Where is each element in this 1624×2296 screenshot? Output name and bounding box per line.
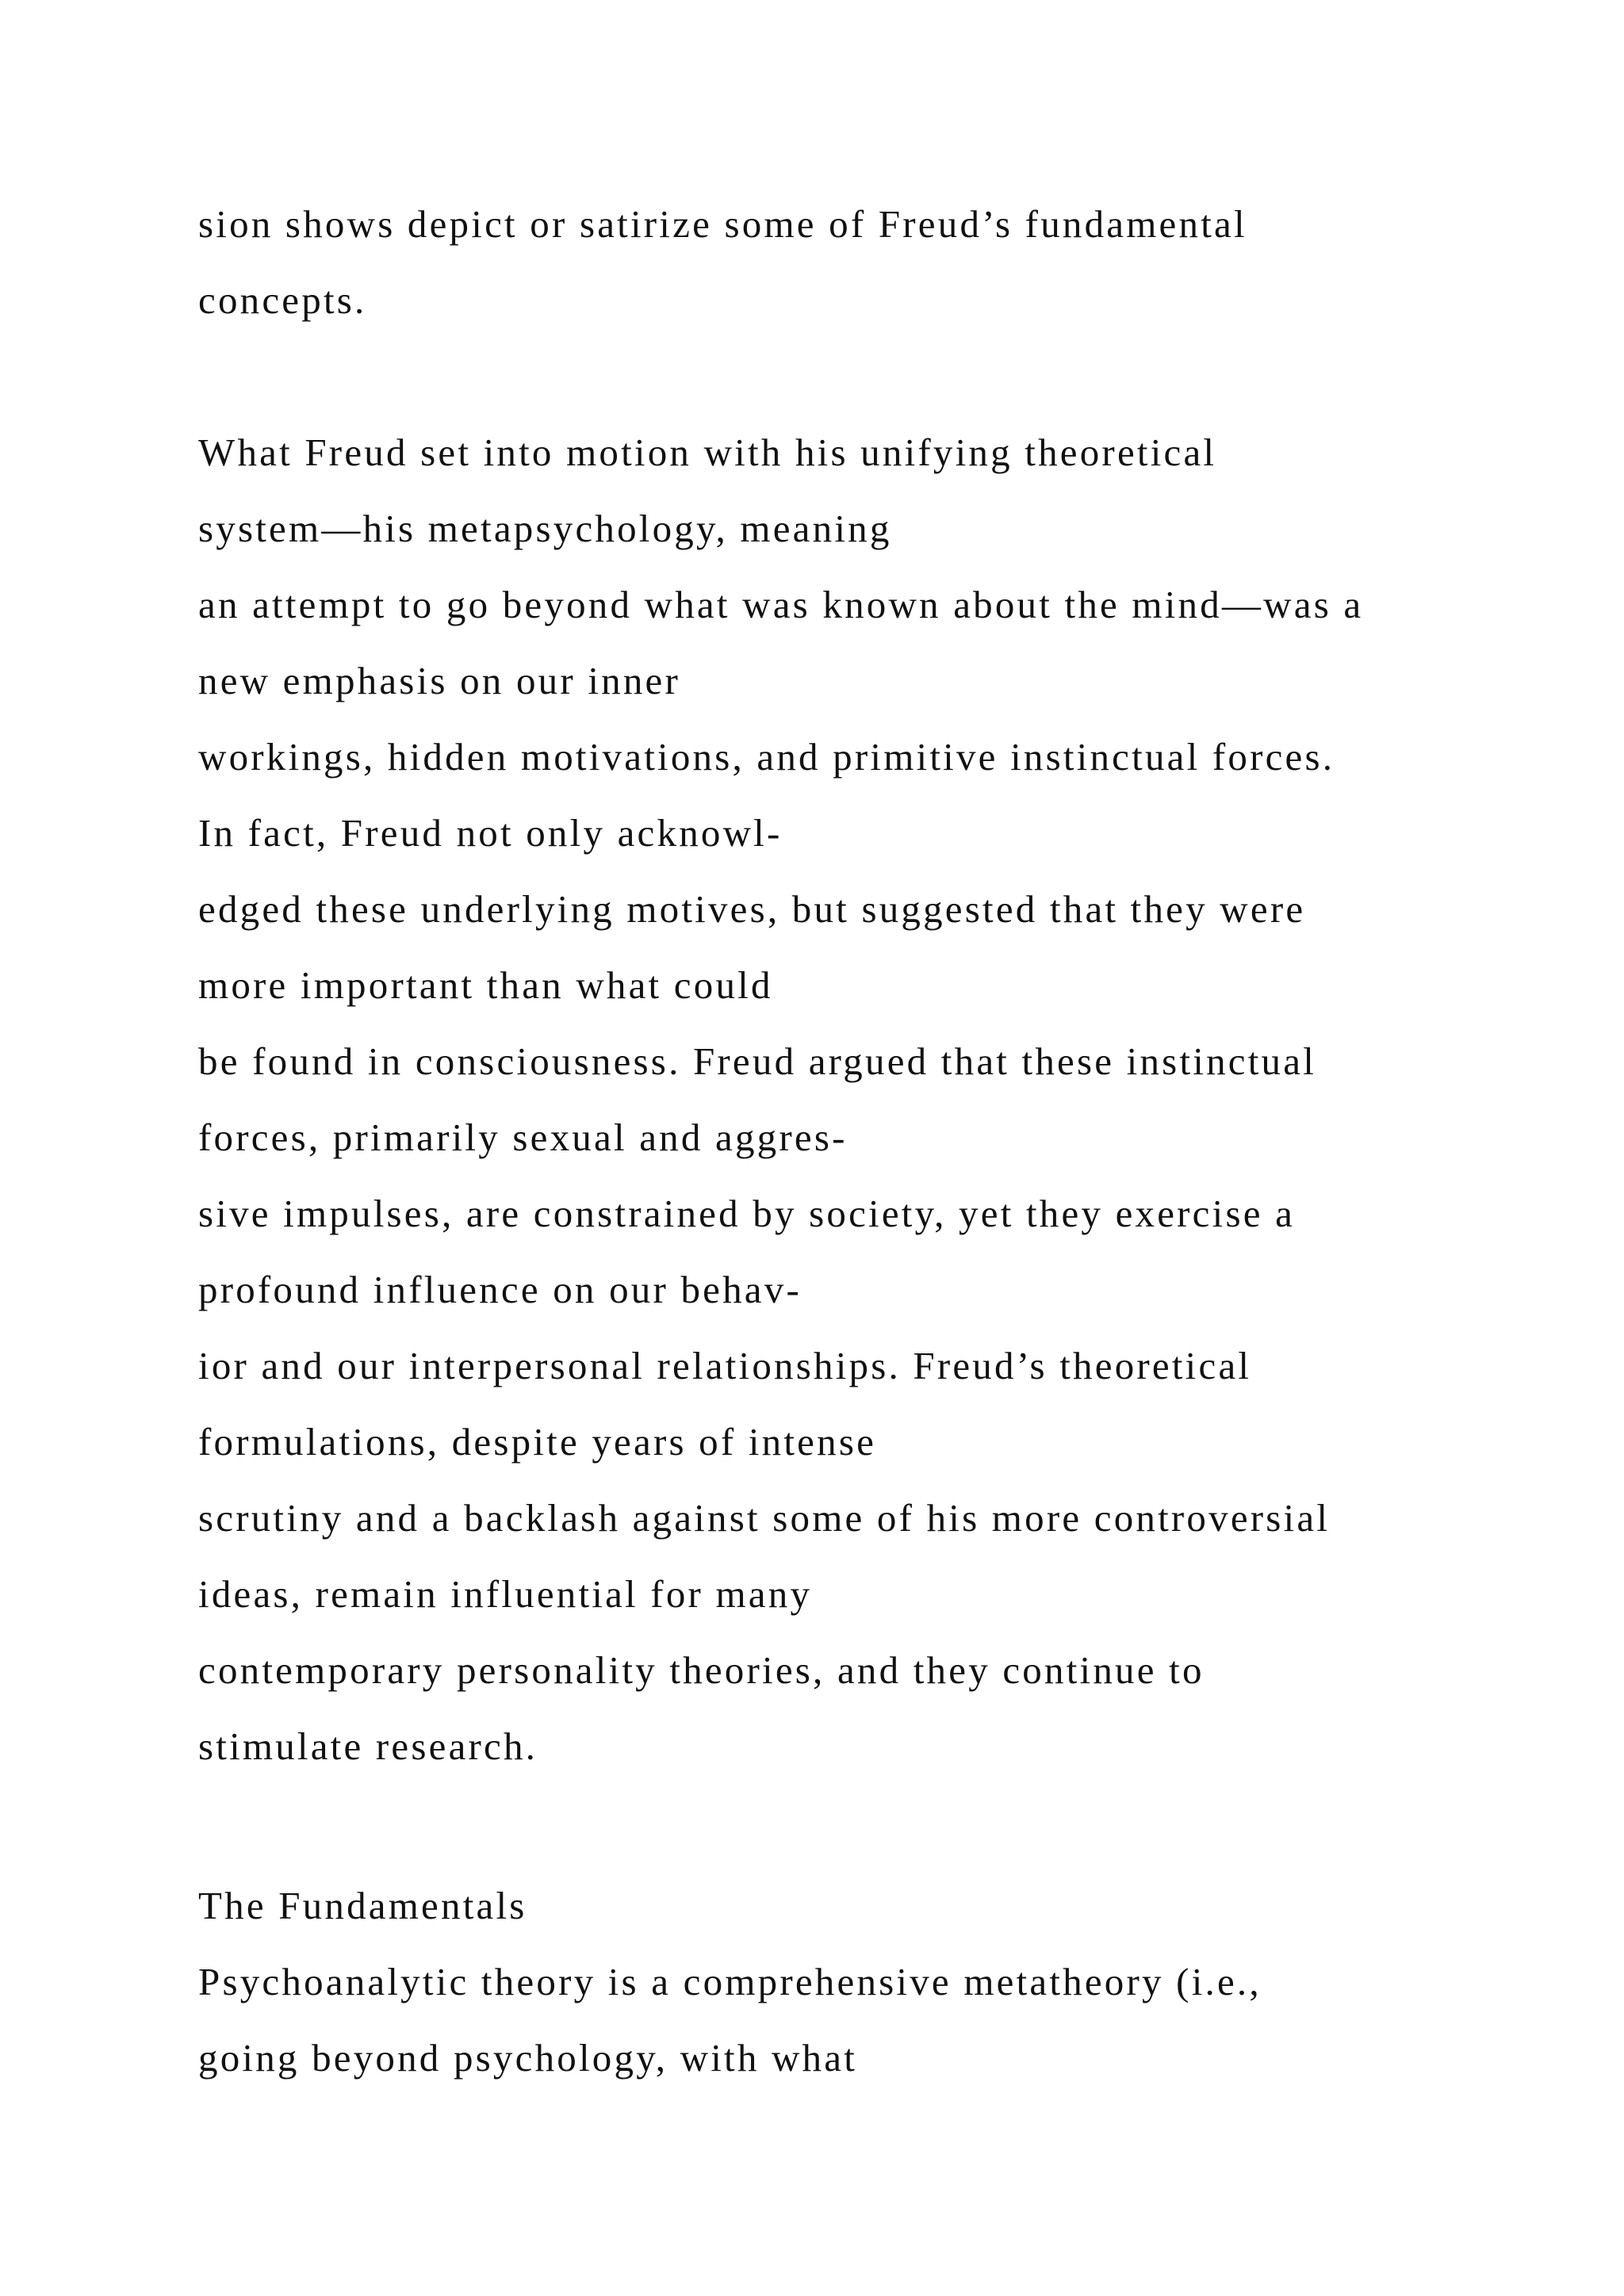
text-line: stimulate research. [198, 1724, 538, 1768]
text-line: What Freud set into motion with his unifying theoretical [198, 430, 1217, 474]
text-line: forces, primarily sexual and aggres- [198, 1115, 848, 1159]
section-fundamentals [198, 1868, 1610, 2096]
text-line: contemporary personality theories, and they continue to [198, 1648, 1205, 1692]
section-heading: The Fundamentals [198, 1884, 527, 1927]
text-line: sion shows depict or satirize some of Freud’s fundamental [198, 202, 1247, 246]
text-line: concepts. [198, 278, 367, 322]
text-line: sive impulses, are constrained by society, yet they exercise a [198, 1192, 1296, 1235]
text-line: profound influence on our behav- [198, 1268, 802, 1311]
text-line: system—his metapsychology, meaning [198, 507, 892, 550]
text-line: be found in consciousness. Freud argued that these instinctual [198, 1039, 1317, 1083]
text-line: formulations, despite years of intense [198, 1420, 877, 1464]
text-line: Psychoanalytic theory is a comprehensive metatheory (i.e., [198, 1960, 1262, 2003]
text-line: more important than what could [198, 963, 773, 1007]
paragraph-1 [198, 186, 1610, 339]
text-line: edged these underlying motives, but suggested that they were [198, 887, 1306, 931]
text-line: ideas, remain influential for many [198, 1572, 813, 1616]
text-line: an attempt to go beyond what was known about the mind—was a [198, 583, 1364, 626]
text-line: scrutiny and a backlash against some of his more controversial [198, 1496, 1331, 1540]
text-line: new emphasis on our inner [198, 659, 680, 702]
text-line: In fact, Freud not only acknowl- [198, 811, 783, 855]
text-line: ior and our interpersonal relationships. Freud’s theoretical [198, 1344, 1252, 1387]
text-line: workings, hidden motivations, and primitive instinctual forces. [198, 735, 1335, 779]
paragraph-2 [198, 415, 1610, 1785]
text-line: going beyond psychology, with what [198, 2036, 858, 2080]
